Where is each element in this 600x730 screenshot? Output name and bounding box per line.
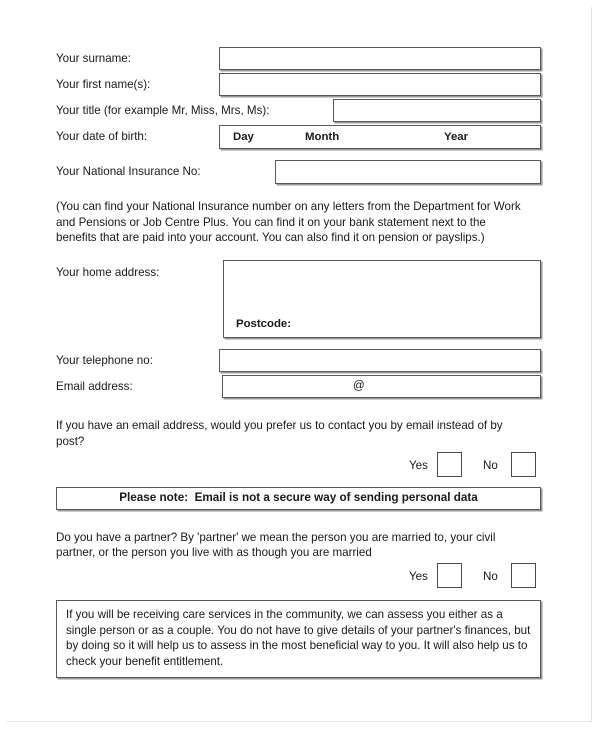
first-names-label: Your first name(s): bbox=[56, 78, 151, 91]
partner-question: Do you have a partner? By 'partner' we mean the person you are married to, your civil partner, or the person you live with as though you are married bbox=[56, 530, 496, 560]
date-of-birth-input[interactable] bbox=[219, 125, 541, 149]
national-insurance-label: Your National Insurance No: bbox=[56, 165, 201, 178]
email-yes-checkbox[interactable] bbox=[437, 452, 462, 477]
email-no-checkbox[interactable] bbox=[511, 452, 536, 477]
partner-assessment-note bbox=[56, 600, 541, 678]
field-row-national-insurance bbox=[56, 160, 546, 186]
partner-no-label: No bbox=[483, 569, 498, 583]
field-row-title bbox=[56, 99, 546, 125]
telephone-label: Your telephone no: bbox=[56, 354, 153, 368]
first-names-input[interactable] bbox=[219, 73, 541, 96]
email-no-label: No bbox=[483, 458, 498, 472]
field-row-home-address bbox=[56, 260, 546, 340]
form-page bbox=[7, 7, 592, 722]
email-security-warning bbox=[56, 487, 541, 510]
partner-yes-checkbox[interactable] bbox=[437, 563, 462, 588]
email-label: Email address: bbox=[56, 380, 133, 394]
email-yes-label: Yes bbox=[409, 458, 428, 472]
field-row-email bbox=[56, 375, 546, 401]
title-label: Your title (for example Mr, Miss, Mrs, Ms): bbox=[56, 104, 270, 117]
form-body bbox=[56, 47, 546, 678]
partner-choices bbox=[56, 563, 546, 590]
partner-no-checkbox[interactable] bbox=[511, 563, 536, 588]
national-insurance-input[interactable] bbox=[275, 160, 541, 184]
field-row-surname bbox=[56, 47, 546, 73]
postcode-label: Postcode: bbox=[236, 318, 292, 331]
email-input[interactable] bbox=[222, 375, 541, 398]
at-symbol-icon: @ bbox=[353, 380, 365, 393]
dob-year-header: Year bbox=[444, 131, 469, 143]
email-preference-question: If you have an email address, would you prefer us to contact you by email instead of by post? bbox=[56, 419, 503, 448]
telephone-input[interactable] bbox=[219, 349, 541, 372]
dob-month-header: Month bbox=[305, 131, 340, 143]
partner-yes-label: Yes bbox=[409, 569, 428, 583]
dob-day-header: Day bbox=[233, 131, 254, 143]
title-input[interactable] bbox=[333, 99, 541, 122]
email-security-warning-text: Please note: Email is not a secure way of sending personal data bbox=[119, 490, 478, 504]
home-address-input[interactable] bbox=[223, 260, 541, 338]
surname-input[interactable] bbox=[219, 47, 541, 70]
field-row-date-of-birth bbox=[56, 125, 546, 151]
partner-assessment-note-text: If you will be receiving care services in the community, we can assess you either as a single person or as a couple. You do not have to give details of your partner's finances, but by doing so it will help us to assess in the most beneficial way to you. It will also help us to check your benefit entitlement. bbox=[66, 607, 531, 669]
national-insurance-help-text: (You can find your National Insurance number on any letters from the Department for Work and Pensions or Job Centre Plus. You can find it on your bank statement next to the benefits that are paid into your account. You can also find it on pension or payslips.) bbox=[56, 200, 521, 245]
email-preference-choices bbox=[56, 452, 546, 479]
surname-label: Your surname: bbox=[56, 52, 131, 65]
field-row-first-names bbox=[56, 73, 546, 99]
date-of-birth-label: Your date of birth: bbox=[56, 130, 148, 143]
home-address-label: Your home address: bbox=[56, 266, 160, 280]
field-row-telephone bbox=[56, 349, 546, 375]
